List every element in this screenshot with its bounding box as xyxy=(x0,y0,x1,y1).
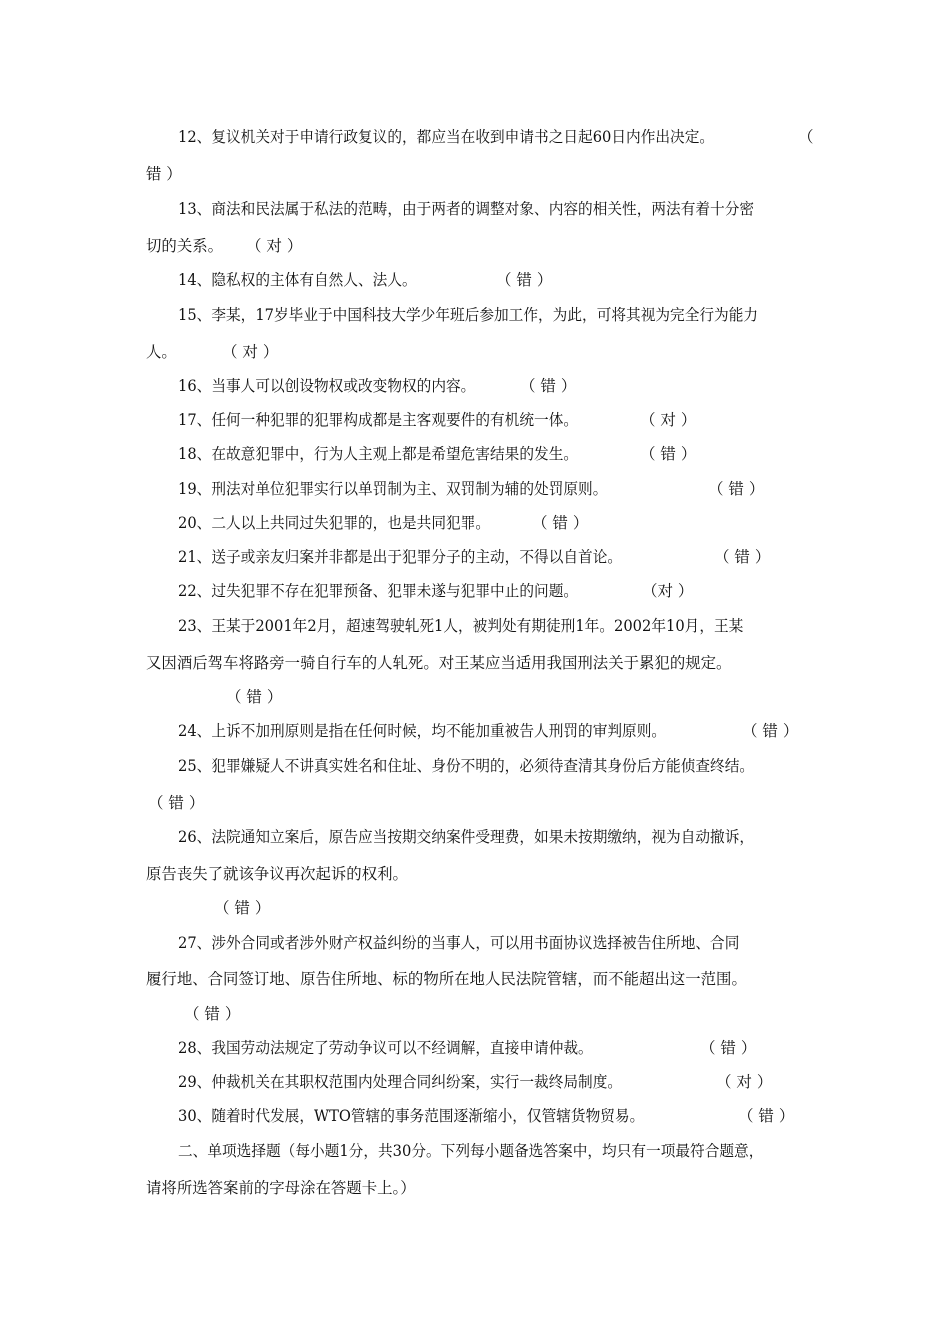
question-21-answer: （ 错 ） xyxy=(714,548,771,566)
question-22-line1: 22、过失犯罪不存在犯罪预备、犯罪未遂与犯罪中止的问题。 xyxy=(178,582,579,600)
question-15-line1: 15、李某，17岁毕业于中国科技大学少年班后参加工作，为此，可将其视为完全行为能力 xyxy=(178,306,759,324)
question-20-answer: （ 错 ） xyxy=(532,514,589,532)
question-12-line1: 12、复议机关对于申请行政复议的，都应当在收到申请书之日起60日内作出决定。 xyxy=(178,128,715,146)
question-27-answer: （ 错 ） xyxy=(184,1005,241,1023)
section-2-instruction: 请将所选答案前的字母涂在答题卡上。） xyxy=(146,1179,416,1197)
question-28-line1: 28、我国劳动法规定了劳动争议可以不经调解，直接申请仲裁。 xyxy=(178,1039,593,1057)
question-22-answer: （对 ） xyxy=(642,582,694,600)
question-13-line2: 切的关系。 xyxy=(146,237,224,255)
question-23-answer: （ 错 ） xyxy=(226,688,283,706)
question-27-line1: 27、涉外合同或者涉外财产权益纠纷的当事人，可以用书面协议选择被告住所地、合同 xyxy=(178,934,740,952)
question-24-answer: （ 错 ） xyxy=(742,722,799,740)
question-25-line1: 25、犯罪嫌疑人不讲真实姓名和住址、身份不明的，必须待查清其身份后方能侦查终结。 xyxy=(178,757,755,775)
question-25-answer: （ 错 ） xyxy=(148,794,205,812)
question-18-answer: （ 错 ） xyxy=(640,445,697,463)
question-30-answer: （ 错 ） xyxy=(738,1107,795,1125)
question-29-line1: 29、仲裁机关在其职权范围内处理合同纠纷案，实行一裁终局制度。 xyxy=(178,1073,623,1091)
question-23-line2: 又因酒后驾车将路旁一骑自行车的人轧死。对王某应当适用我国刑法关于累犯的规定。 xyxy=(146,654,732,672)
question-28-answer: （ 错 ） xyxy=(700,1039,757,1057)
question-13-line1: 13、商法和民法属于私法的范畴，由于两者的调整对象、内容的相关性，两法有着十分密 xyxy=(178,200,755,218)
question-21-line1: 21、送子或亲友归案并非都是出于犯罪分子的主动，不得以自首论。 xyxy=(178,548,623,566)
question-19-answer: （ 错 ） xyxy=(708,480,765,498)
question-12-answer: 错 ） xyxy=(146,165,182,183)
question-18-line1: 18、在故意犯罪中，行为人主观上都是希望危害结果的发生。 xyxy=(178,445,579,463)
question-24-line1: 24、上诉不加刑原则是指在任何时候，均不能加重被告人刑罚的审判原则。 xyxy=(178,722,667,740)
question-16-line1: 16、当事人可以创设物权或改变物权的内容。 xyxy=(178,377,476,395)
question-20-line1: 20、二人以上共同过失犯罪的，也是共同犯罪。 xyxy=(178,514,491,532)
question-14-answer: （ 错 ） xyxy=(496,271,553,289)
section-2-heading: 二、单项选择题（每小题1分，共30分。下列每小题备选答案中，均只有一项最符合题意， xyxy=(178,1142,764,1160)
question-26-answer: （ 错 ） xyxy=(214,899,271,917)
question-14-line1: 14、隐私权的主体有自然人、法人。 xyxy=(178,271,417,289)
question-23-line1: 23、王某于2001年2月，超速驾驶轧死1人，被判处有期徒刑1年。2002年10月，王某 xyxy=(178,617,744,635)
question-19-line1: 19、刑法对单位犯罪实行以单罚制为主、双罚制为辅的处罚原则。 xyxy=(178,480,608,498)
question-15-line2: 人。 xyxy=(146,343,177,361)
question-26-line2: 原告丧失了就该争议再次起诉的权利。 xyxy=(146,865,408,883)
question-17-answer: （ 对 ） xyxy=(640,411,697,429)
question-30-line1: 30、随着时代发展，WTO管辖的事务范围逐渐缩小，仅管辖货物贸易。 xyxy=(178,1107,645,1125)
question-12-answer-open: （ xyxy=(798,128,814,146)
question-17-line1: 17、任何一种犯罪的犯罪构成都是主客观要件的有机统一体。 xyxy=(178,411,579,429)
question-26-line1: 26、法院通知立案后，原告应当按期交纳案件受理费，如果未按期缴纳，视为自动撤诉， xyxy=(178,828,755,846)
question-13-answer: （ 对 ） xyxy=(246,237,303,255)
question-15-answer: （ 对 ） xyxy=(222,343,279,361)
question-29-answer: （ 对 ） xyxy=(716,1073,773,1091)
question-16-answer: （ 错 ） xyxy=(520,377,577,395)
question-27-line2: 履行地、合同签订地、原告住所地、标的物所在地人民法院管辖，而不能超出这一范围。 xyxy=(146,970,747,988)
